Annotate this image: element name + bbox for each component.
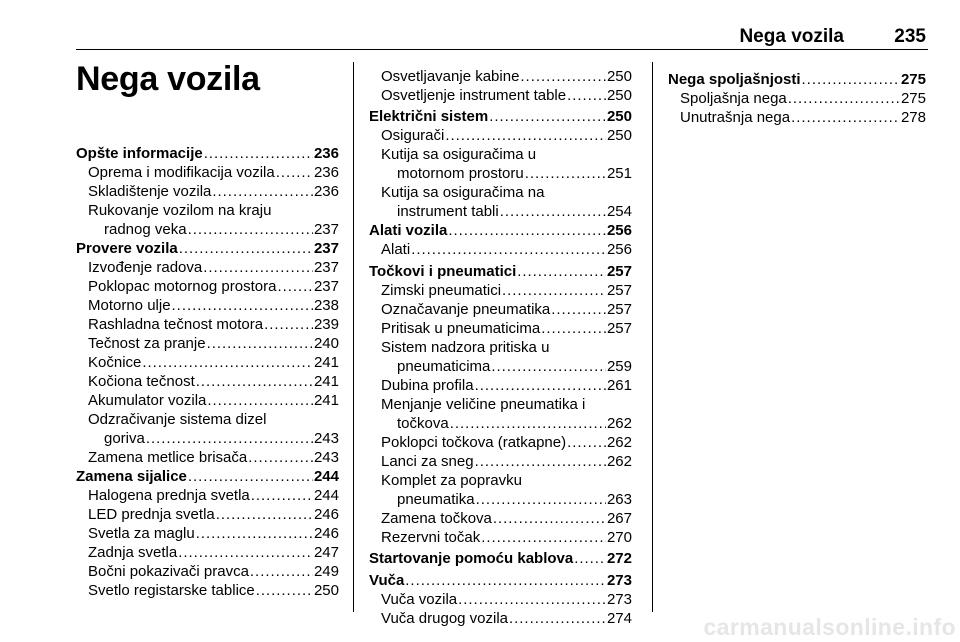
leader-dots: [458, 590, 606, 609]
toc-entry-label: Zamena točkova: [381, 510, 492, 527]
toc-entry-label: LED prednja svetla: [88, 506, 215, 523]
toc-entry[interactable]: [104, 429, 339, 448]
toc-entry[interactable]: [88, 562, 339, 581]
toc-page-number: 272: [606, 550, 632, 567]
toc-entry-label: Vuča drugog vozila: [381, 610, 509, 627]
toc-section-nega-spoljasnjosti[interactable]: [668, 70, 926, 89]
toc-entry[interactable]: [88, 581, 339, 600]
toc-entry[interactable]: [381, 281, 632, 300]
leader-dots: [212, 182, 313, 201]
toc-entry[interactable]: [381, 300, 632, 319]
leader-dots: [178, 543, 313, 562]
toc-entry[interactable]: [397, 490, 632, 509]
toc-entry[interactable]: [381, 319, 632, 338]
toc-entry[interactable]: [680, 108, 926, 127]
leader-dots: [541, 319, 606, 338]
toc-entry-label: pneumaticima: [397, 358, 491, 375]
toc-entry[interactable]: [88, 372, 339, 391]
toc-page-number: 257: [606, 282, 632, 299]
toc-entry[interactable]: [381, 528, 632, 547]
leader-dots: [500, 202, 606, 221]
toc-entry-label: pneumatika: [397, 491, 475, 508]
toc-page-number: 257: [606, 301, 632, 318]
toc-page-number: 237: [313, 259, 339, 276]
leader-dots: [520, 67, 606, 86]
toc-page-number: 236: [313, 145, 339, 162]
toc-entry[interactable]: [381, 240, 632, 259]
toc-page-number: 278: [900, 109, 926, 126]
toc-page-number: 237: [313, 278, 339, 295]
toc-section-opste-informacije[interactable]: [76, 144, 339, 163]
toc-entry-label: Zadnja svetla: [88, 544, 178, 561]
toc-page-number: 237: [313, 240, 339, 257]
toc-section-vuca[interactable]: [369, 571, 632, 590]
toc-page-number: 256: [606, 222, 632, 239]
toc-section-elektricni-sistem[interactable]: [369, 107, 632, 126]
toc-entry-label-line: Komplet za popravku: [381, 472, 522, 489]
toc-entry-label: Osvetljavanje kabine: [381, 68, 520, 85]
toc-page-number: 247: [313, 544, 339, 561]
toc-entry[interactable]: [381, 509, 632, 528]
toc-entry-label: motornom prostoru: [397, 165, 524, 182]
leader-dots: [250, 562, 313, 581]
toc-page-number: 267: [606, 510, 632, 527]
toc-entry[interactable]: [397, 202, 632, 221]
toc-section-tockovi-i-pneumatici[interactable]: [369, 262, 632, 281]
leader-dots: [788, 89, 900, 108]
leader-dots: [502, 281, 606, 300]
leader-dots: [450, 414, 606, 433]
toc-entry-label: Halogena prednja svetla: [88, 487, 250, 504]
toc-entry-label: Kočnice: [88, 354, 142, 371]
toc-entry-label: Rashladna tečnost motora: [88, 316, 264, 333]
toc-page-number: 246: [313, 506, 339, 523]
column-divider-1: [353, 62, 354, 612]
toc-entry[interactable]: [88, 296, 339, 315]
toc-section-title: Opšte informacije: [76, 145, 203, 162]
toc-entry[interactable]: [381, 433, 632, 452]
leader-dots: [264, 315, 313, 334]
toc-entry-label: Poklopci točkova (ratkapne): [381, 434, 567, 451]
leader-dots: [204, 144, 313, 163]
leader-dots: [248, 448, 313, 467]
toc-entry-label: Motorno ulje: [88, 297, 171, 314]
leader-dots: [196, 372, 313, 391]
toc-entry[interactable]: [88, 391, 339, 410]
toc-section-alati-vozila[interactable]: [369, 221, 632, 240]
leader-dots: [146, 429, 313, 448]
watermark: carmanualsonline.info: [703, 614, 956, 640]
toc-entry-label: Unutrašnja nega: [680, 109, 791, 126]
toc-page-number: 244: [313, 487, 339, 504]
toc-page-number: 246: [313, 525, 339, 542]
toc-page-number: 250: [606, 108, 632, 125]
toc-section-startovanje-pomocu-kablova[interactable]: [369, 549, 632, 568]
leader-dots: [475, 376, 606, 395]
toc-section-title: Provere vozila: [76, 240, 178, 257]
toc-page-number: 251: [606, 165, 632, 182]
header-title: Nega vozila: [739, 26, 844, 47]
toc-page-number: 236: [313, 183, 339, 200]
toc-entry[interactable]: [88, 505, 339, 524]
toc-page-number: 250: [313, 582, 339, 599]
leader-dots: [405, 571, 606, 590]
leader-dots: [481, 528, 606, 547]
leader-dots: [509, 609, 606, 628]
toc-page-number: 263: [606, 491, 632, 508]
leader-dots: [276, 163, 313, 182]
header-page-number: 235: [894, 26, 926, 47]
toc-entry[interactable]: [104, 220, 339, 239]
leader-dots: [448, 221, 606, 240]
toc-entry[interactable]: [88, 448, 339, 467]
toc-page-number: 274: [606, 610, 632, 627]
toc-page-number: 241: [313, 354, 339, 371]
toc-entry[interactable]: [88, 277, 339, 296]
toc-entry-label: Oprema i modifikacija vozila: [88, 164, 275, 181]
toc-entry-label: Vuča vozila: [381, 591, 458, 608]
toc-entry-label: Skladištenje vozila: [88, 183, 212, 200]
leader-dots: [574, 549, 606, 568]
leader-dots: [567, 86, 606, 105]
toc-section-title: Alati vozila: [369, 222, 448, 239]
leader-dots: [172, 296, 313, 315]
leader-dots: [188, 220, 313, 239]
toc-page-number: 259: [606, 358, 632, 375]
toc-entry[interactable]: [88, 353, 339, 372]
leader-dots: [142, 353, 313, 372]
toc-page-number: 273: [606, 591, 632, 608]
toc-page-number: 250: [606, 68, 632, 85]
toc-entry-label: Zimski pneumatici: [381, 282, 502, 299]
toc-page-number: 238: [313, 297, 339, 314]
toc-entry[interactable]: [397, 164, 632, 183]
toc-page-number: 262: [606, 434, 632, 451]
toc-entry-label-line: Kutija sa osiguračima na: [381, 184, 545, 201]
toc-entry-label: Lanci za sneg: [381, 453, 474, 470]
toc-entry-label: Rezervni točak: [381, 529, 481, 546]
toc-page-number: 241: [313, 392, 339, 409]
toc-page-number: 241: [313, 373, 339, 390]
toc-page-number: 262: [606, 453, 632, 470]
toc-entry-label: Svetla za maglu: [88, 525, 195, 542]
leader-dots: [476, 490, 606, 509]
leader-dots: [517, 262, 606, 281]
toc-section-title: Zamena sijalice: [76, 468, 187, 485]
toc-entry[interactable]: [381, 590, 632, 609]
toc-section-zamena-sijalice[interactable]: [76, 467, 339, 486]
toc-entry[interactable]: [397, 414, 632, 433]
toc-entry-label: instrument tabli: [397, 203, 499, 220]
toc-page-number: 257: [606, 263, 632, 280]
toc-page-number: 254: [606, 203, 632, 220]
toc-entry[interactable]: [381, 126, 632, 145]
toc-section-title: Električni sistem: [369, 108, 489, 125]
column-divider-2: [652, 62, 653, 612]
toc-section-provere-vozila[interactable]: [76, 239, 339, 258]
toc-entry-label: Osvetljenje instrument table: [381, 87, 567, 104]
toc-section-title: Točkovi i pneumatici: [369, 263, 517, 280]
toc-entry-label: Tečnost za pranje: [88, 335, 206, 352]
toc-section-title: Startovanje pomoću kablova: [369, 550, 574, 567]
toc-entry-label-line: Rukovanje vozilom na kraju: [88, 202, 272, 219]
toc-section-title: Vuča: [369, 572, 405, 589]
leader-dots: [567, 433, 606, 452]
toc-page-number: 239: [313, 316, 339, 333]
toc-entry-label: Kočiona tečnost: [88, 373, 195, 390]
toc-page-number: 250: [606, 87, 632, 104]
toc-page-number: 237: [313, 221, 339, 238]
leader-dots: [551, 300, 606, 319]
toc-entry[interactable]: [381, 67, 632, 86]
toc-page-number: 273: [606, 572, 632, 589]
leader-dots: [791, 108, 900, 127]
toc-page-number: 244: [313, 468, 339, 485]
toc-entry[interactable]: [88, 182, 339, 201]
toc-entry-label-line: Sistem nadzora pritiska u: [381, 339, 550, 356]
toc-page-number: 256: [606, 241, 632, 258]
leader-dots: [203, 258, 313, 277]
toc-entry[interactable]: [381, 376, 632, 395]
toc-entry-label: Označavanje pneumatika: [381, 301, 551, 318]
leader-dots: [277, 277, 313, 296]
toc-section-title: Nega spoljašnjosti: [668, 71, 801, 88]
toc-entry-label: Bočni pokazivači pravca: [88, 563, 249, 580]
toc-entry[interactable]: [680, 89, 926, 108]
leader-dots: [802, 70, 900, 89]
toc-entry[interactable]: [88, 524, 339, 543]
leader-dots: [256, 581, 313, 600]
toc-entry[interactable]: [397, 357, 632, 376]
toc-entry-label-line: Menjanje veličine pneumatika i: [381, 396, 586, 413]
toc-entry-label-line: Odzračivanje sistema dizel: [88, 411, 267, 428]
toc-page-number: 243: [313, 430, 339, 447]
leader-dots: [251, 486, 313, 505]
toc-page-number: 261: [606, 377, 632, 394]
toc-entry[interactable]: [88, 486, 339, 505]
toc-page-number: 249: [313, 563, 339, 580]
toc-entry[interactable]: [88, 315, 339, 334]
toc-page-number: 270: [606, 529, 632, 546]
toc-entry-label: Poklopac motornog prostora: [88, 278, 277, 295]
toc-entry-label: Izvođenje radova: [88, 259, 203, 276]
header-rule: [76, 49, 928, 50]
toc-page-number: 275: [900, 71, 926, 88]
leader-dots: [179, 239, 313, 258]
toc-entry-label: Pritisak u pneumaticima: [381, 320, 541, 337]
toc-page-number: 275: [900, 90, 926, 107]
toc-page-number: 262: [606, 415, 632, 432]
toc-entry-label: točkova: [397, 415, 449, 432]
toc-entry[interactable]: [88, 543, 339, 562]
leader-dots: [489, 107, 606, 126]
toc-entry[interactable]: [381, 609, 632, 628]
leader-dots: [525, 164, 606, 183]
toc-page-number: 243: [313, 449, 339, 466]
page-title: Nega vozila: [76, 60, 260, 98]
toc-entry-label: Akumulator vozila: [88, 392, 207, 409]
leader-dots: [207, 391, 313, 410]
leader-dots: [475, 452, 606, 471]
leader-dots: [491, 357, 606, 376]
leader-dots: [411, 240, 606, 259]
toc-entry-label: Dubina profila: [381, 377, 474, 394]
toc-entry[interactable]: [88, 163, 339, 182]
toc-entry[interactable]: [88, 334, 339, 353]
toc-entry-label-line: Kutija sa osiguračima u: [381, 146, 537, 163]
toc-entry-label: radnog veka: [104, 221, 187, 238]
toc-entry[interactable]: [381, 86, 632, 105]
leader-dots: [196, 524, 313, 543]
leader-dots: [216, 505, 313, 524]
toc-entry-label: Zamena metlice brisača: [88, 449, 248, 466]
toc-entry[interactable]: [88, 258, 339, 277]
toc-entry-label: goriva: [104, 430, 145, 447]
toc-page-number: 236: [313, 164, 339, 181]
leader-dots: [188, 467, 313, 486]
leader-dots: [493, 509, 606, 528]
toc-page-number: 250: [606, 127, 632, 144]
toc-entry-label: Osigurači: [381, 127, 445, 144]
toc-page-number: 257: [606, 320, 632, 337]
toc-entry-label: Alati: [381, 241, 411, 258]
toc-page-number: 240: [313, 335, 339, 352]
leader-dots: [445, 126, 606, 145]
toc-entry[interactable]: [381, 452, 632, 471]
toc-entry-label: Svetlo registarske tablice: [88, 582, 255, 599]
leader-dots: [207, 334, 313, 353]
toc-entry-label: Spoljašnja nega: [680, 90, 787, 107]
